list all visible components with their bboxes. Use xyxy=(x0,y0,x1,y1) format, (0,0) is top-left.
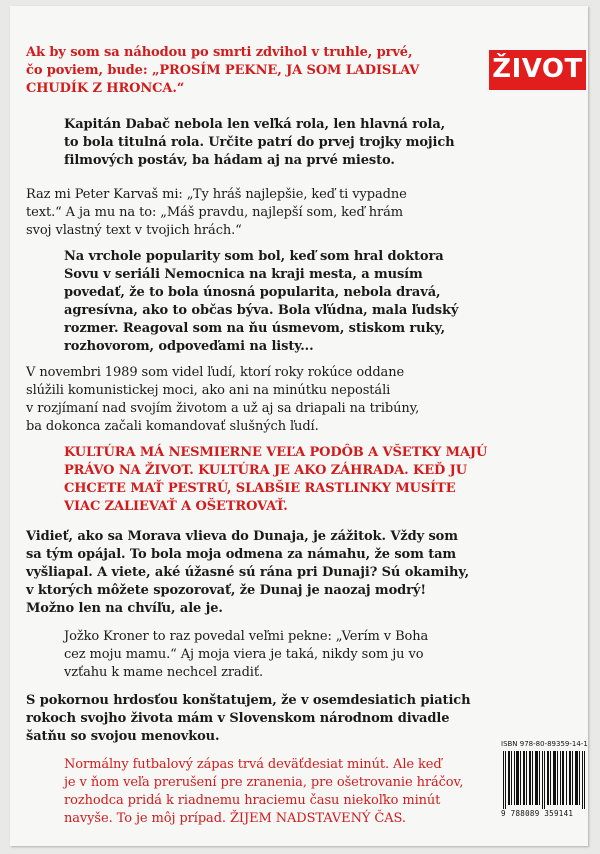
quote-line: CHCETE MAŤ PESTRÚ, SLABŠIE RASTLINKY MUSÍTE xyxy=(64,481,456,496)
quote-line: slúžili komunistickej moci, ako ani na minútku nepostáli xyxy=(26,383,391,398)
quote-line: CHUDÍK Z HRONCA.“ xyxy=(26,81,185,96)
quote-line: Kapitán Dabač nebola len veľká rola, len hlavná rola, xyxy=(64,117,446,132)
quote-line: vyšliapal. A viete, aké úžasné sú rána pri Dunaji? Sú okamihy, xyxy=(26,565,469,580)
quote-line: filmových postáv, ba hádam aj na prvé miesto. xyxy=(64,153,395,168)
quote-line: čo poviem, bude: „PROSÍM PEKNE, JA SOM LADISLAV xyxy=(26,63,420,78)
quote-line: ba dokonca začali komandovať slušných ľudí. xyxy=(26,419,319,434)
quote-line: Vidieť, ako sa Morava vlieva do Dunaja, je zážitok. Vždy som xyxy=(26,529,458,544)
quote-line: agresívna, ako to občas býva. Bola vľúdna, mala ľudský xyxy=(64,303,459,318)
quote-line: sa tým opájal. To bola moja odmena za námahu, že som tam xyxy=(26,547,457,562)
quote-line: to bola titulná rola. Určite patrí do prvej trojky mojich xyxy=(64,135,455,150)
zivot-logo xyxy=(489,50,586,90)
quote-line: rozhodca pridá k riadnemu hraciemu času niekoľko minút xyxy=(64,793,441,808)
quote-line: rozhovorom, odpoveďami na listy... xyxy=(64,339,314,354)
quote-line: V novembri 1989 som videl ľudí, ktorí roky rokúce oddane xyxy=(26,365,405,380)
quote-line: Sovu v seriáli Nemocnica na kraji mesta, a musím xyxy=(64,267,423,282)
quote-line: Jožko Kroner to raz povedal veľmi pekne: „Verím v Boha xyxy=(64,629,429,644)
quote-line: Normálny futbalový zápas trvá deväťdesiat minút. Ale keď xyxy=(64,757,442,772)
quote-line: šatňu so svojou menovkou. xyxy=(26,729,220,744)
barcode-number: 9 788089 359141 xyxy=(501,809,574,818)
logo-text: ŽIVOT xyxy=(492,54,583,84)
quote-line: rokoch svojho života mám v Slovenskom národnom divadle xyxy=(26,711,450,726)
quote-line: vzťahu k mame nechcel zradiť. xyxy=(64,665,264,680)
quote-line: povedať, že to bola únosná popularita, nebola dravá, xyxy=(64,285,441,300)
quote-line: cez moju mamu.“ Aj moja viera je taká, nikdy som ju vo xyxy=(64,647,424,662)
back-cover xyxy=(10,6,588,846)
quote-line: Ak by som sa náhodou po smrti zdvihol v truhle, prvé, xyxy=(26,45,413,60)
quote-line: v ktorých môžete spozorovať, že Dunaj je naozaj modrý! xyxy=(26,583,426,598)
quote-line: VIAC ZALIEVAŤ A OŠETROVAŤ. xyxy=(64,499,288,514)
quote-line: je v ňom veľa prerušení pre zranenia, pre ošetrovanie hráčov, xyxy=(64,775,464,790)
quote-line: Raz mi Peter Karvaš mi: „Ty hráš najlepšie, keď ti vypadne xyxy=(26,187,407,202)
quote-line: Na vrchole popularity som bol, keď som hral doktora xyxy=(64,249,444,264)
quote-line: text.“ A ja mu na to: „Máš pravdu, najlepší som, keď hrám xyxy=(26,205,404,220)
quote-line: navyše. To je môj prípad. ŽIJEM NADSTAVENÝ ČAS. xyxy=(64,811,406,826)
quote-line: S pokornou hrdosťou konštatujem, že v osemdesiatich piatich xyxy=(26,693,471,708)
quote-line: Možno len na chvíľu, ale je. xyxy=(26,601,223,616)
quote-line: rozmer. Reagoval som na ňu úsmevom, stiskom ruky, xyxy=(64,321,446,336)
quote-line: PRÁVO NA ŽIVOT. KULTÚRA JE AKO ZÁHRADA. KEĎ JU xyxy=(64,463,467,478)
isbn-label: ISBN 978-80-89359-14-1 xyxy=(501,740,588,748)
barcode-icon xyxy=(501,751,589,809)
quote-line: svoj vlastný text v tvojich hrách.“ xyxy=(26,223,242,238)
quote-line: KULTÚRA MÁ NESMIERNE VEĽA PODÔB A VŠETKY MAJÚ xyxy=(64,445,488,460)
quote-line: v rozjímaní nad svojím životom a už aj sa driapali na tribúny, xyxy=(26,401,420,416)
